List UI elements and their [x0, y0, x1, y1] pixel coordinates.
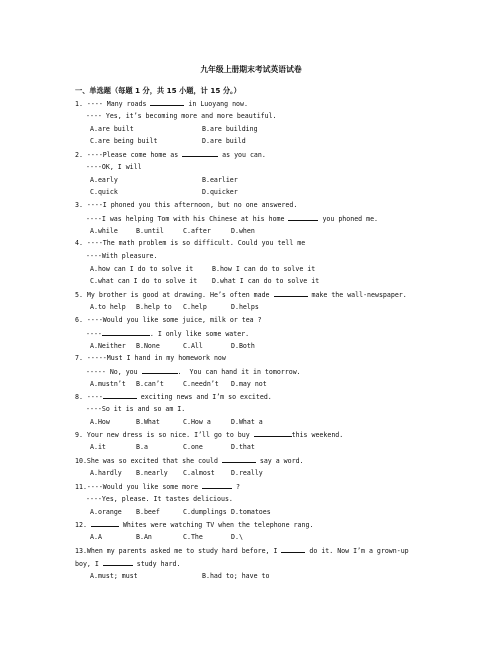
question-dialogue-line — [0, 327, 502, 340]
question-text: ---- — [86, 329, 102, 338]
answer-option: B.help to — [136, 302, 172, 311]
answer-option: C.needn’t — [183, 379, 219, 388]
answer-option: B.can’t — [136, 379, 164, 388]
question-text: 7. -----Must I hand in my homework now — [75, 354, 226, 362]
question-dialogue-line — [0, 212, 502, 225]
question-stem — [0, 390, 502, 403]
answer-option: C.The — [183, 532, 203, 541]
answer-blank — [274, 288, 308, 297]
question-stem — [0, 237, 502, 250]
answer-blank — [102, 327, 150, 336]
exam-title: 九年级上册期末考试英语试卷 — [200, 65, 302, 74]
question-text: ----With pleasure. — [86, 251, 158, 260]
answer-blank — [202, 480, 232, 489]
answer-option: C.quick — [90, 188, 118, 197]
answer-option: B.nearly — [136, 468, 168, 477]
question-stem — [0, 352, 502, 365]
question-text: 13.When my parents asked me to study hard before, I — [75, 547, 282, 555]
question-text: ---- Yes, it’s becoming more and more beautiful. — [86, 111, 277, 120]
answer-option: B.An — [136, 532, 152, 541]
answer-option: B.are building — [202, 124, 258, 133]
options-row — [0, 570, 502, 583]
question-dialogue-line — [0, 161, 502, 174]
question-text: 9. Your new dress is so nice. I’ll go to buy — [75, 431, 254, 439]
answer-option: B.earlier — [202, 175, 238, 184]
answer-option: C.dumplings — [183, 507, 227, 516]
answer-option: C.All — [183, 341, 203, 350]
answer-option: C.one — [183, 442, 203, 451]
options-row — [0, 441, 502, 454]
question-text: 3. ----I phoned you this afternoon, but no one answered. — [75, 201, 298, 209]
answer-option: C.help — [183, 302, 207, 311]
section-heading: 一、单选题（每题 1 分，共 15 小题，计 15 分。） — [75, 86, 241, 95]
options-row — [0, 506, 502, 519]
question-text: you phoned me. — [318, 214, 379, 223]
question-12 — [0, 518, 502, 544]
answer-option: B.how I can do to solve it — [212, 264, 316, 273]
answer-option: C.How a — [183, 417, 211, 426]
answer-blank — [103, 557, 133, 566]
answer-option: D.really — [231, 468, 263, 477]
question-text: boy, I — [75, 559, 103, 568]
answer-option: A.How — [90, 417, 110, 426]
question-text: exciting news and I’m so excited. — [136, 393, 272, 401]
answer-option: B.None — [136, 341, 160, 350]
answer-option: D.what I can do to solve it — [212, 277, 320, 286]
answer-blank — [150, 97, 184, 106]
question-dialogue-line — [0, 110, 502, 123]
question-text: ----OK, I will — [86, 162, 142, 171]
question-text: in Luoyang now. — [184, 100, 248, 108]
answer-option: A.A — [90, 532, 102, 541]
question-text: say a word. — [255, 457, 304, 465]
question-text: do it. Now I’m a grown-up — [305, 547, 409, 555]
answer-option: A.how can I do to solve it — [90, 264, 194, 273]
answer-option: A.hardly — [90, 468, 122, 477]
answer-option: D.may not — [231, 379, 267, 388]
question-stem — [0, 148, 502, 161]
answer-option: B.until — [136, 226, 164, 235]
answer-blank — [103, 390, 137, 399]
question-4 — [0, 237, 502, 288]
question-1 — [0, 97, 502, 148]
options-row — [0, 340, 502, 353]
question-stem — [0, 544, 502, 557]
options-row — [0, 123, 502, 136]
question-text: 11.----Would you like some more — [75, 483, 203, 491]
answer-option: D.Both — [231, 341, 255, 350]
answer-option: A.are built — [90, 124, 134, 133]
answer-option: B.What — [136, 417, 160, 426]
answer-option: B.a — [136, 442, 148, 451]
options-row — [0, 378, 502, 391]
options-row — [0, 186, 502, 199]
answer-option: D.helps — [231, 302, 259, 311]
question-text: . You can hand it in tomorrow. — [177, 367, 301, 376]
options-row — [0, 416, 502, 429]
question-8 — [0, 390, 502, 428]
question-stem — [0, 518, 502, 531]
answer-blank — [281, 544, 305, 553]
question-stem — [0, 480, 502, 493]
question-text: 12. — [75, 521, 91, 529]
question-text: 4. ----The math problem is so difficult. Could you tell me — [75, 239, 306, 247]
question-stem — [0, 288, 502, 301]
question-dialogue-line — [0, 493, 502, 506]
question-text: 6. ----Would you like some juice, milk or tea ? — [75, 316, 262, 324]
question-text: ? — [232, 483, 240, 491]
question-2 — [0, 148, 502, 199]
answer-option: A.orange — [90, 507, 122, 516]
options-row — [0, 263, 502, 276]
options-row — [0, 225, 502, 238]
question-6 — [0, 314, 502, 352]
answer-blank — [288, 212, 318, 221]
answer-option: A.to help — [90, 302, 126, 311]
options-row — [0, 467, 502, 480]
answer-option: D.What a — [231, 417, 263, 426]
question-text: 5. My brother is good at drawing. He’s often made — [75, 291, 274, 299]
question-text: as you can. — [218, 151, 266, 159]
question-dialogue-line — [0, 403, 502, 416]
answer-option: D.quicker — [202, 188, 238, 197]
question-3 — [0, 199, 502, 237]
question-text: ----- No, you — [86, 367, 142, 376]
answer-blank — [142, 365, 178, 374]
answer-blank — [182, 148, 218, 157]
question-5 — [0, 288, 502, 314]
question-7 — [0, 352, 502, 390]
question-text: study hard. — [132, 559, 181, 568]
options-row — [0, 531, 502, 544]
question-text: . I only like some water. — [149, 329, 250, 338]
answer-option: D.are build — [202, 137, 246, 146]
question-text: 2. ----Please come home as — [75, 151, 183, 159]
question-13 — [0, 544, 502, 582]
question-text: 8. ---- — [75, 393, 103, 401]
question-text: this weekend. — [291, 431, 344, 439]
question-10 — [0, 454, 502, 480]
question-stem — [0, 454, 502, 467]
options-row — [0, 275, 502, 288]
answer-option: D.that — [231, 442, 255, 451]
question-stem — [0, 314, 502, 327]
question-text: 1. ---- Many roads — [75, 100, 151, 108]
question-9 — [0, 428, 502, 454]
question-stem — [0, 428, 502, 441]
answer-option: B.had to; have to — [202, 571, 270, 580]
question-text: ----So it is and so am I. — [86, 404, 186, 413]
answer-option: C.almost — [183, 468, 215, 477]
question-text: make the wall-newspaper. — [307, 291, 407, 299]
question-text: ----I was helping Tom with his Chinese at his home — [86, 214, 289, 223]
question-dialogue-line — [0, 557, 502, 570]
question-text: ----Yes, please. It tastes delicious. — [86, 494, 233, 503]
question-11 — [0, 480, 502, 518]
answer-option: D.\ — [231, 532, 243, 541]
options-row — [0, 301, 502, 314]
answer-blank — [91, 518, 119, 527]
question-stem — [0, 97, 502, 110]
question-dialogue-line — [0, 365, 502, 378]
answer-option: C.after — [183, 226, 211, 235]
question-stem — [0, 199, 502, 212]
answer-option: C.are being built — [90, 137, 158, 146]
options-row — [0, 174, 502, 187]
answer-blank — [222, 454, 256, 463]
answer-option: A.must; must — [90, 571, 138, 580]
answer-option: D.tomatoes — [231, 507, 271, 516]
answer-option: D.when — [231, 226, 255, 235]
question-text: Whites were watching TV when the telephone rang. — [118, 521, 314, 529]
question-dialogue-line — [0, 250, 502, 263]
options-row — [0, 135, 502, 148]
answer-option: B.beef — [136, 507, 160, 516]
answer-option: A.while — [90, 226, 118, 235]
answer-option: A.mustn’t — [90, 379, 126, 388]
answer-option: A.early — [90, 175, 118, 184]
answer-blank — [254, 428, 292, 437]
question-text: 10.She was so excited that she could — [75, 457, 222, 465]
answer-option: A.it — [90, 442, 106, 451]
answer-option: C.what can I do to solve it — [90, 277, 198, 286]
answer-option: A.Neither — [90, 341, 126, 350]
